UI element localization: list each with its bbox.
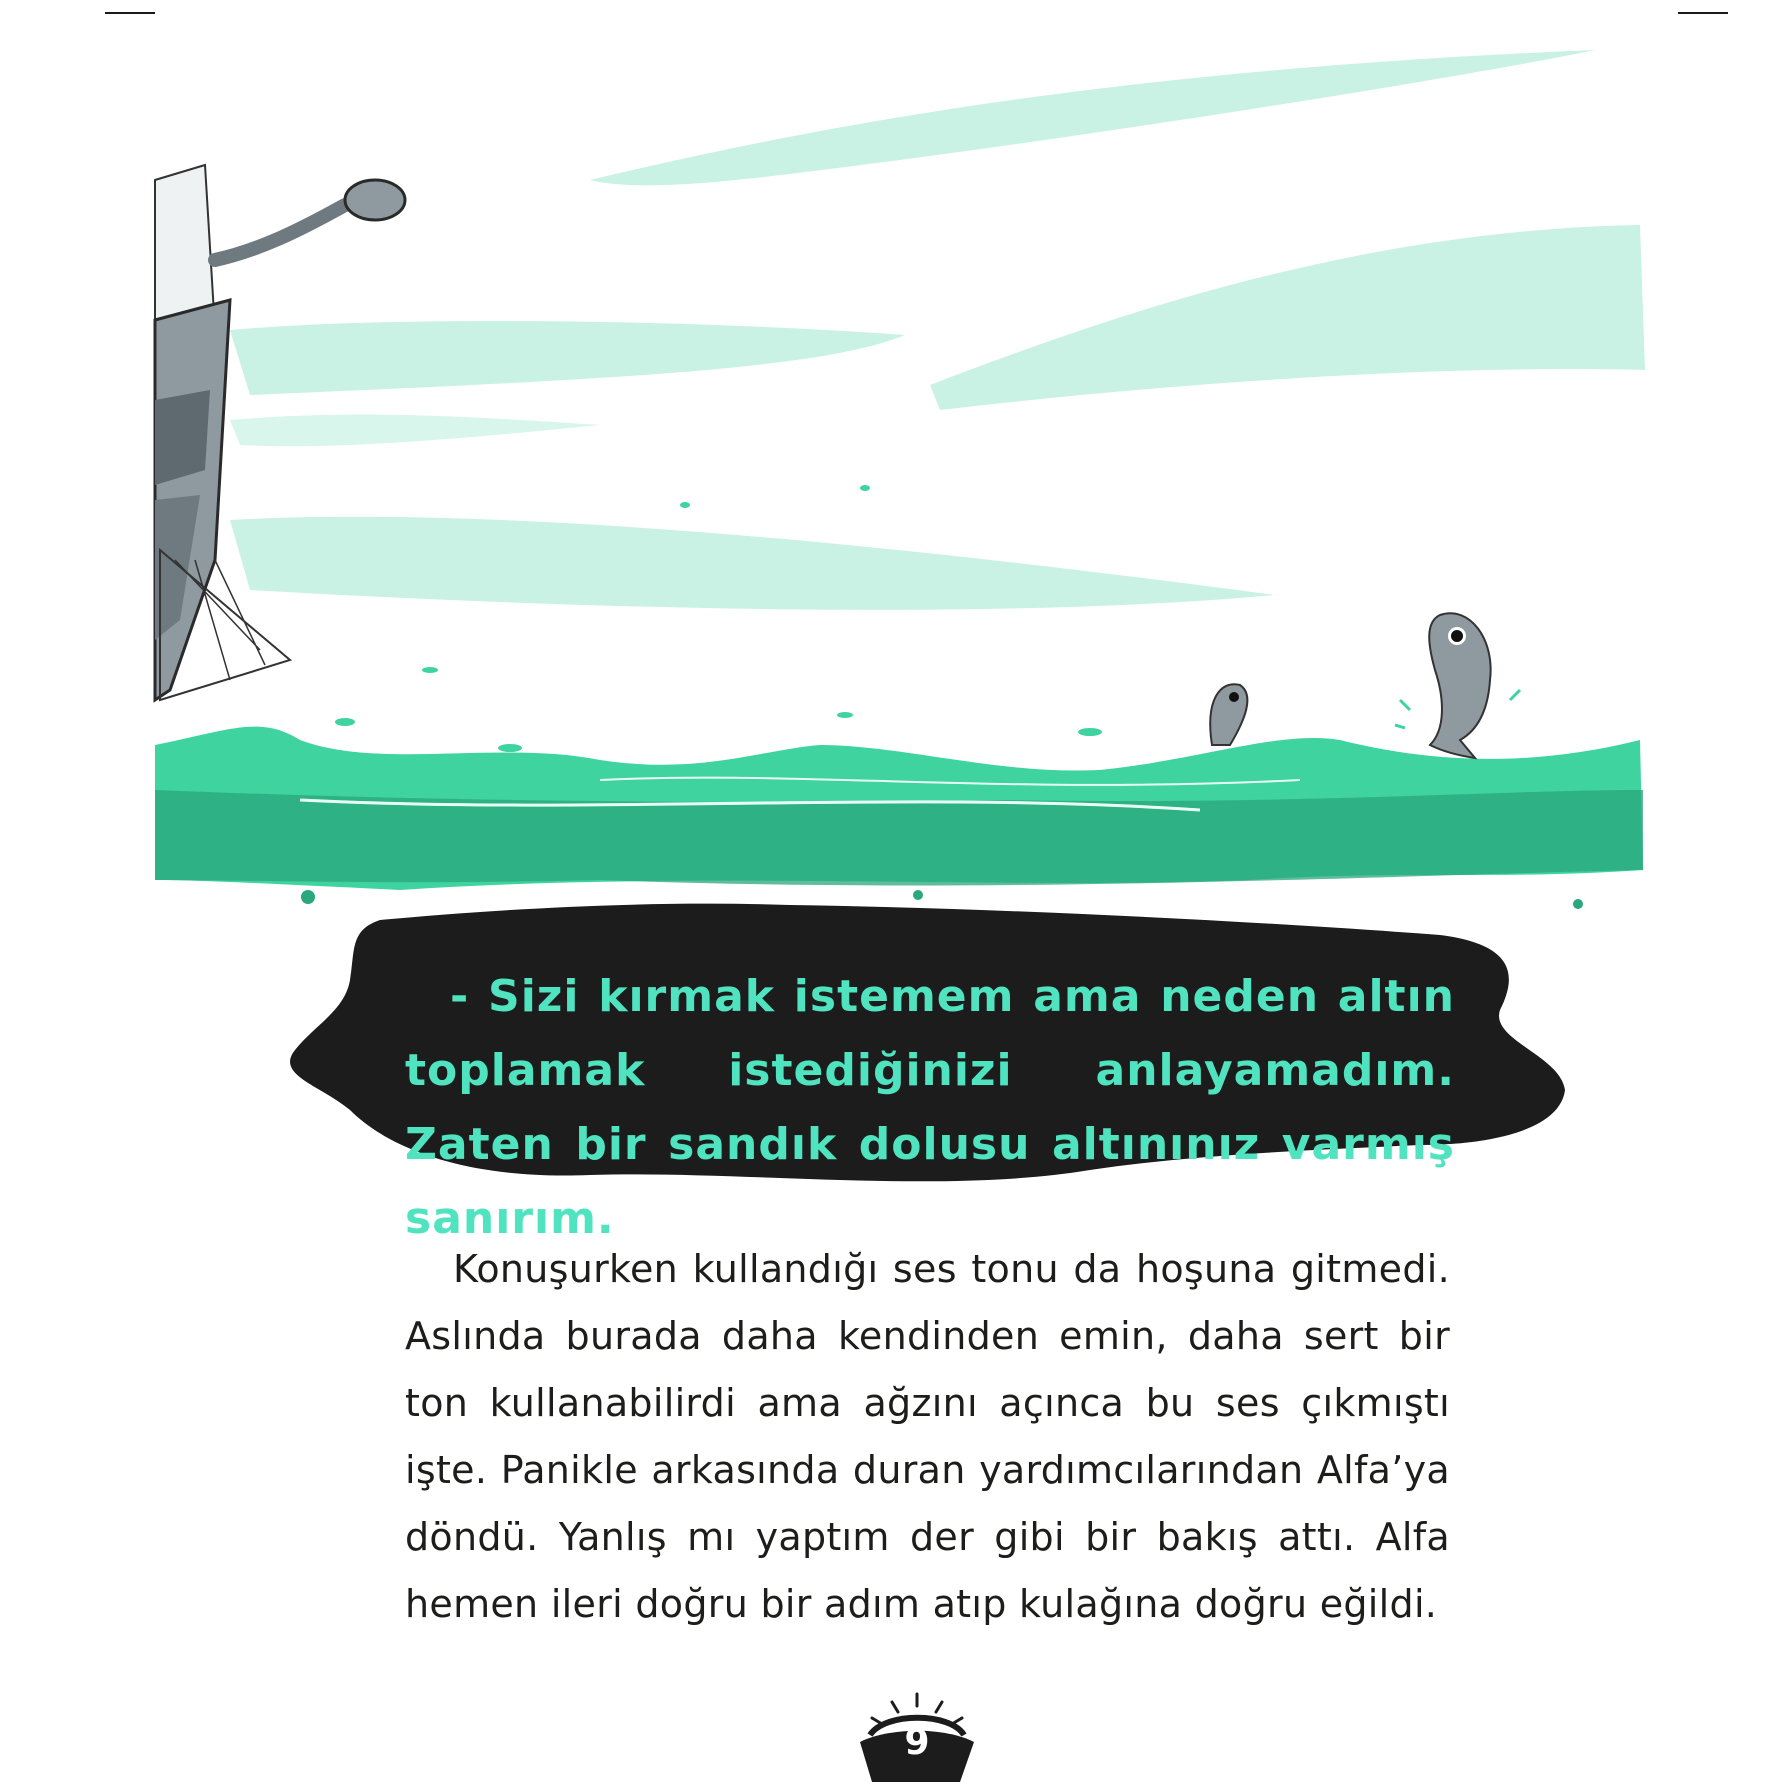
sky-streaks [230, 50, 1645, 610]
fish-large [1395, 613, 1520, 758]
fish-small [1210, 684, 1247, 745]
narration-paragraph: Konuşurken kullandığı ses tonu da hoşuna gitmedi. Aslında burada daha kendinden emin, daha sert bir ton kullanabilirdi ama ağzını açınca bu ses çıkmıştı işte. Panikle arkasında duran yardımcılarından Alfa’ya döndü. Yanlış mı yaptım der gibi bir bakış attı. Alfa hemen ileri doğru bir adım atıp kulağına doğru eğildi. [405, 1247, 1450, 1626]
page-number: 9 [904, 1722, 930, 1763]
dialogue-text: - Sizi kırmak istemem ama neden altın toplamak istediğinizi anlayamadım. Zaten bir sandık dolusu altınınız varmış sanırım. [405, 971, 1455, 1244]
